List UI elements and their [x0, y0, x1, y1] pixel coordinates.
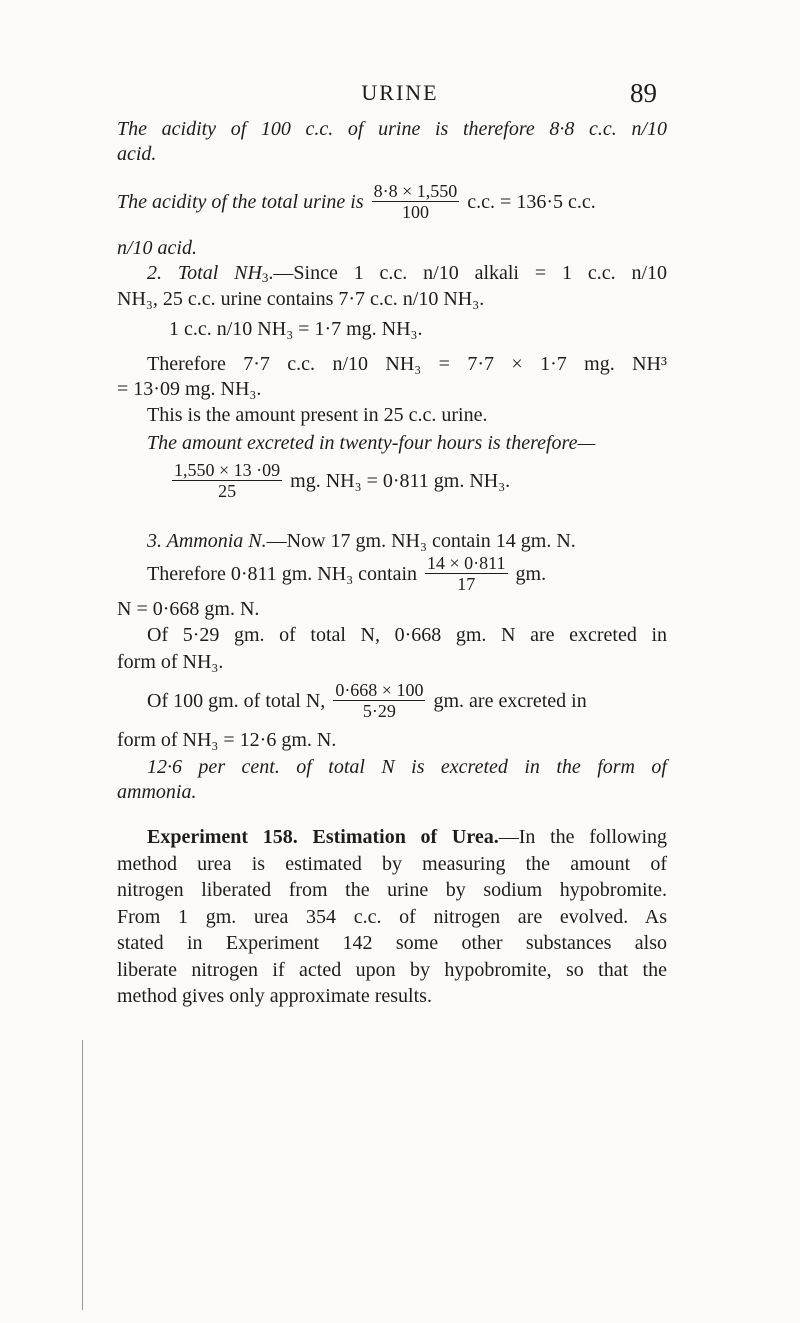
page-edge-shadow: [82, 1040, 83, 1310]
ammonia-line-2: [147, 555, 667, 596]
nh3-title: 2. Total NH: [147, 262, 262, 284]
experiment-line-6: liberate nitrogen if acted upon by hypobromite, so that the: [117, 959, 667, 981]
excretion-fraction-den: 25: [172, 480, 282, 501]
acidity-total-formula: [117, 183, 667, 224]
acidity-line-4: n/10 acid.: [117, 237, 197, 259]
nh3-line-7: The amount excreted in twenty-four hours is therefore—: [147, 432, 596, 454]
ammonia-line-1: [147, 530, 576, 553]
ammonia-line-6: [147, 682, 667, 723]
experiment-line-4: From 1 gm. urea 354 c.c. of nitrogen are evolved. As: [117, 906, 667, 928]
acidity-line-2: acid.: [117, 143, 157, 165]
acidity-total-suffix: c.c. = 136·5 c.c.: [467, 191, 596, 214]
nh3-line-1: 2. Total $NH_3.—Since$ 1 c.c. n/10 alkali = 1 c.c. n/10: [147, 262, 668, 285]
excretion-suffix: mg. NH₃ = 0·811 gm. NH₃.: [290, 470, 511, 493]
acidity-fraction-den: 100: [372, 201, 460, 222]
ammonia-line-2-prefix: Therefore 0·811 gm. NH₃ contain: [147, 563, 418, 586]
experiment-title: Experiment 158. Estimation of Urea.: [147, 826, 499, 848]
experiment-line-1-rest: —In the following: [498, 826, 667, 848]
excretion-fraction: [172, 460, 282, 501]
nh3-line-6: This is the amount present in 25 c.c. urine.: [147, 404, 488, 426]
ammonia-line-4: Of 5·29 gm. of total N, 0·668 gm. N are excreted in: [147, 624, 667, 646]
nh3-line-4: Therefore 7·7 c.c. n/10 NH₃ = 7·7 × 1·7 mg. NH³: [147, 353, 667, 375]
ammonia-line-6-prefix: Of 100 gm. of total N,: [147, 690, 326, 713]
ammonia-title: 3. Ammonia N.: [147, 530, 267, 552]
acidity-total-prefix: The acidity of the total urine is: [117, 191, 364, 214]
excretion-fraction-num: 1,550 × 13 ·09: [174, 460, 281, 480]
experiment-line-5: stated in Experiment 142 some other substances also: [117, 932, 667, 954]
acidity-fraction-num: 8·8 × 1,550: [373, 181, 458, 201]
percent-fraction-num: 0·668 × 100: [335, 680, 424, 700]
acidity-fraction: [372, 181, 460, 222]
ammonia-line-9: ammonia.: [117, 781, 197, 803]
nh3-line-5: = 13·09 mg. NH₃.: [117, 378, 262, 400]
ammonia-line-5: form of NH₃.: [117, 651, 224, 673]
ammonia-fraction-den: 17: [425, 573, 507, 594]
ammonia-line-6-suffix: gm. are excreted in: [433, 690, 587, 713]
experiment-line-2: method urea is estimated by measuring the amount of: [117, 853, 667, 875]
page-header: [0, 80, 800, 110]
ammonia-line-8: 12·6 per cent. of total N is excreted in the form of: [147, 756, 667, 778]
acidity-line-1: The acidity of 100 c.c. of urine is therefore 8·8 c.c. n/10: [117, 118, 667, 140]
ammonia-line-1-rest: —Now 17 gm. NH₃ contain 14 gm. N.: [266, 530, 576, 552]
running-head: URINE: [361, 80, 439, 105]
ammonia-line-3: N = 0·668 gm. N.: [117, 598, 260, 620]
experiment-line-1: [147, 826, 667, 849]
nh3-line-1-rest: .—Since 1 c.c. n/10 alkali = 1 c.c. n/10: [268, 262, 668, 284]
nh3-line-3: 1 c.c. n/10 NH₃ = 1·7 mg. NH₃.: [169, 318, 423, 340]
ammonia-fraction-num: 14 × 0·811: [427, 553, 506, 573]
experiment-line-7: method gives only approximate results.: [117, 985, 432, 1007]
ammonia-line-7: form of NH₃ = 12·6 gm. N.: [117, 729, 337, 751]
experiment-line-3: nitrogen liberated from the urine by sodium hypobromite.: [117, 879, 667, 901]
nh3-excretion-formula: [169, 462, 510, 503]
ammonia-fraction: [425, 553, 507, 594]
percent-fraction-den: 5·29: [333, 700, 425, 721]
ammonia-line-2-suffix: gm.: [515, 563, 547, 586]
percent-fraction: [333, 680, 425, 721]
nh3-line-2: NH₃, 25 c.c. urine contains 7·7 c.c. n/10 NH₃.: [117, 288, 485, 310]
page-number: 89: [630, 78, 657, 108]
